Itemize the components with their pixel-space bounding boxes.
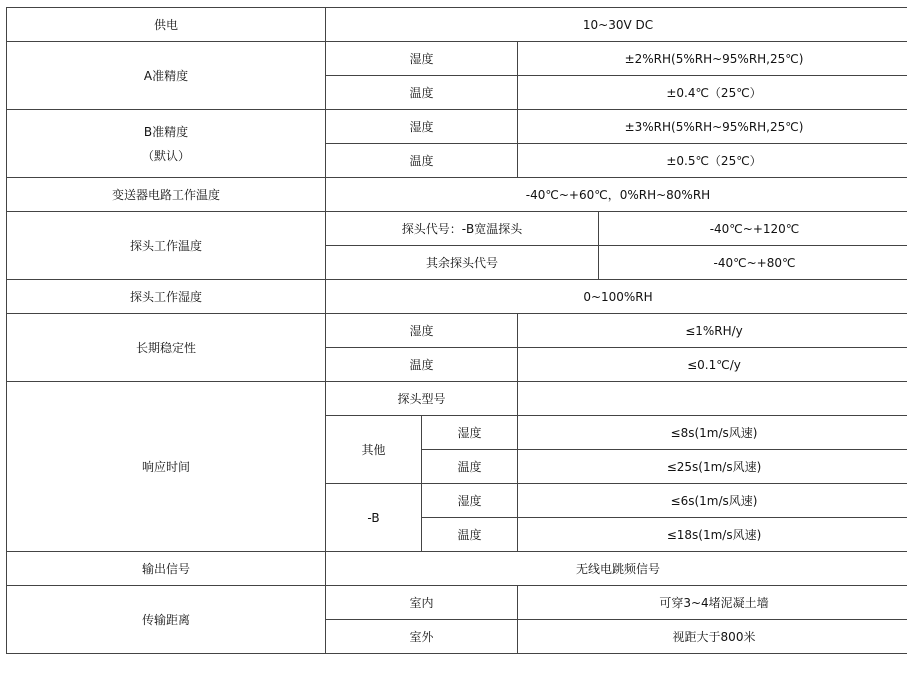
stability-humidity-value: ≤1%RH/y: [518, 314, 907, 348]
b-accuracy-label: B准精度: [143, 124, 189, 139]
output-label: 输出信号: [7, 552, 326, 586]
probe-temp-b-label: 探头代号：-B宽温探头: [326, 212, 599, 246]
probe-temp-b-value: -40℃~+120℃: [599, 212, 907, 246]
transmitter-temp-value: -40℃~+60℃，0%RH~80%RH: [326, 178, 907, 212]
b-accuracy-default-note: （默认）: [141, 148, 190, 163]
power-value: 10~30V DC: [326, 8, 907, 42]
response-b-humidity-value: ≤6s(1m/s风速): [518, 484, 907, 518]
power-label: 供电: [7, 8, 326, 42]
distance-outdoor-label: 室外: [326, 620, 518, 654]
stability-label: 长期稳定性: [7, 314, 326, 382]
row-probe-temp-b: [7, 212, 907, 246]
stability-temperature-label: 温度: [326, 348, 518, 382]
output-value: 无线电跳频信号: [326, 552, 907, 586]
row-stability-humidity: [7, 314, 907, 348]
response-b-label: -B: [326, 484, 422, 552]
b-temperature-value: ±0.5℃（25℃）: [518, 144, 907, 178]
spec-table: [6, 7, 907, 654]
response-other-temperature-value: ≤25s(1m/s风速): [518, 450, 907, 484]
probe-temp-other-value: -40℃~+80℃: [599, 246, 907, 280]
row-b-accuracy-humidity: [7, 110, 907, 144]
row-transmitter-temp: [7, 178, 907, 212]
stability-humidity-label: 湿度: [326, 314, 518, 348]
response-other-temperature-label: 温度: [422, 450, 518, 484]
response-other-humidity-label: 湿度: [422, 416, 518, 450]
b-humidity-value: ±3%RH(5%RH~95%RH,25℃): [518, 110, 907, 144]
distance-indoor-label: 室内: [326, 586, 518, 620]
row-distance-indoor: [7, 586, 907, 620]
probe-temp-other-label: 其余探头代号: [326, 246, 599, 280]
b-accuracy-label-cell: [7, 110, 326, 178]
response-b-temperature-value: ≤18s(1m/s风速): [518, 518, 907, 552]
stability-temperature-value: ≤0.1℃/y: [518, 348, 907, 382]
probe-temp-label: 探头工作温度: [7, 212, 326, 280]
a-accuracy-label: A准精度: [7, 42, 326, 110]
distance-label: 传输距离: [7, 586, 326, 654]
a-temperature-label: 温度: [326, 76, 518, 110]
distance-indoor-value: 可穿3~4堵泥凝土墙: [518, 586, 907, 620]
transmitter-temp-label: 变送器电路工作温度: [7, 178, 326, 212]
probe-humidity-label: 探头工作湿度: [7, 280, 326, 314]
row-probe-humidity: [7, 280, 907, 314]
a-humidity-value: ±2%RH(5%RH~95%RH,25℃): [518, 42, 907, 76]
row-a-accuracy-humidity: [7, 42, 907, 76]
distance-outdoor-value: 视距大于800米: [518, 620, 907, 654]
a-temperature-value: ±0.4℃（25℃）: [518, 76, 907, 110]
response-b-temperature-label: 温度: [422, 518, 518, 552]
response-other-label: 其他: [326, 416, 422, 484]
response-probe-model-label: 探头型号: [326, 382, 518, 416]
response-other-humidity-value: ≤8s(1m/s风速): [518, 416, 907, 450]
row-response-probe-model: [7, 382, 907, 416]
response-probe-model-value: [518, 382, 907, 416]
response-label: 响应时间: [7, 382, 326, 552]
row-output: [7, 552, 907, 586]
probe-humidity-value: 0~100%RH: [326, 280, 907, 314]
row-power: [7, 8, 907, 42]
b-temperature-label: 温度: [326, 144, 518, 178]
response-b-humidity-label: 湿度: [422, 484, 518, 518]
b-humidity-label: 湿度: [326, 110, 518, 144]
a-humidity-label: 湿度: [326, 42, 518, 76]
spec-table-wrapper: [6, 7, 907, 654]
